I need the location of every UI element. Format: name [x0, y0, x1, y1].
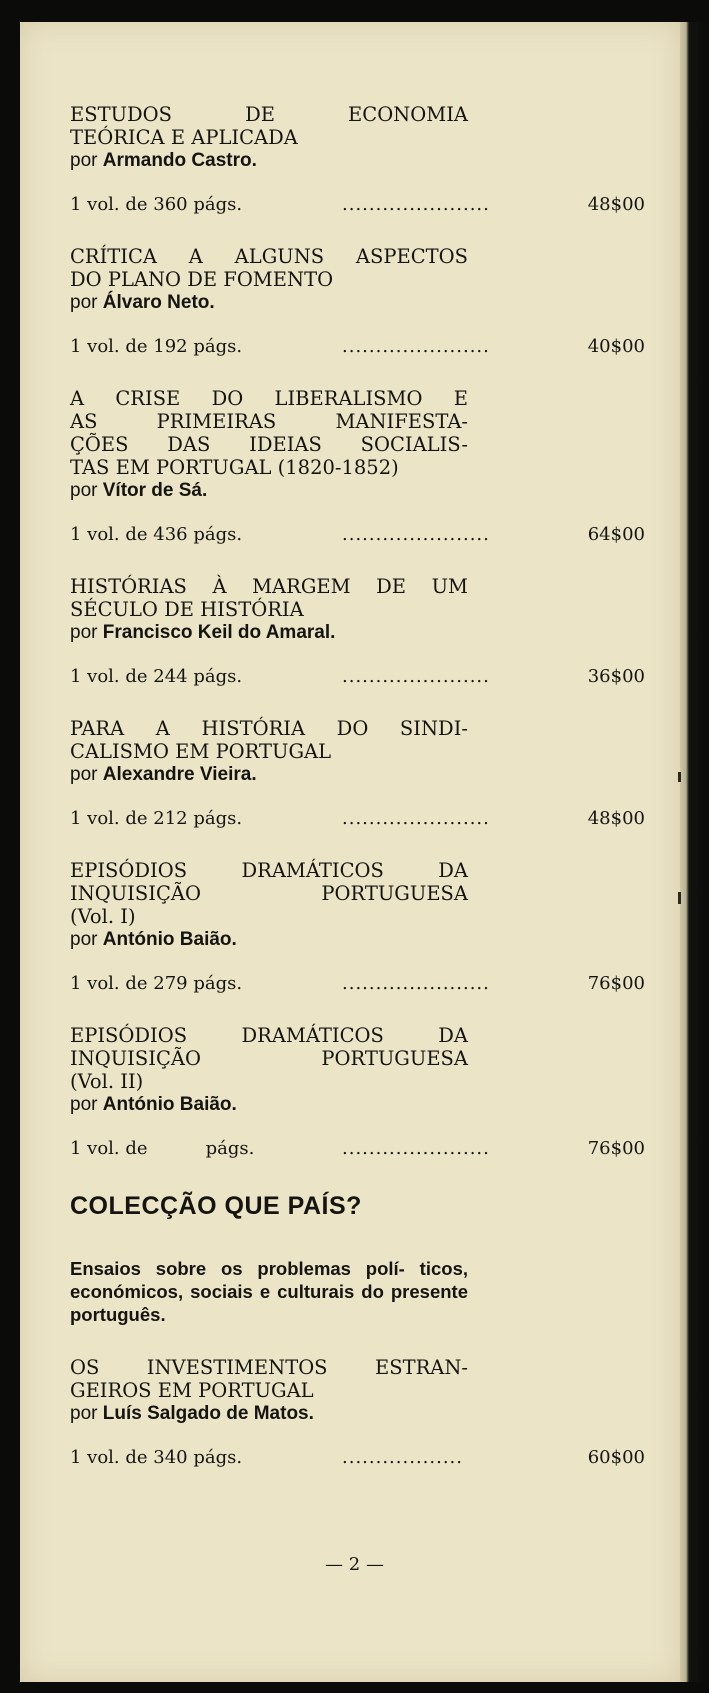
book-entry — [70, 1024, 645, 1161]
book-title-line: EPISÓDIOS DRAMÁTICOS DA — [70, 1024, 468, 1047]
paper-speck — [678, 772, 681, 782]
volume-price-line — [70, 523, 645, 547]
book-title-line: TEÓRICA E APLICADA — [70, 126, 298, 149]
leader-dots: ...................... — [342, 973, 490, 994]
book-entry — [70, 859, 645, 996]
book-title-line: ÇÕES DAS IDEIAS SOCIALIS- — [70, 433, 468, 456]
book-author — [70, 291, 468, 315]
volume-price-line — [70, 1446, 645, 1470]
volume-price-line — [70, 1137, 645, 1161]
leader-dots: .................. — [342, 1447, 463, 1468]
volume-info: 1 vol. de 279 págs. — [70, 973, 243, 994]
book-title-line: GEIROS EM PORTUGAL — [70, 1379, 314, 1402]
volume-info: 1 vol. de 192 págs. — [70, 336, 243, 357]
book-price: 60$00 — [587, 1447, 645, 1468]
volume-price-line — [70, 335, 645, 359]
book-title-line: DO PLANO DE FOMENTO — [70, 268, 334, 291]
author-name: António Baião. — [102, 1094, 237, 1115]
book-title-line: CALISMO EM PORTUGAL — [70, 740, 332, 763]
author-prefix: por — [70, 480, 98, 501]
book-entry — [70, 103, 645, 217]
page-fold-edge — [680, 22, 709, 1682]
book-entry — [70, 1356, 645, 1470]
book-price: 64$00 — [587, 524, 645, 545]
book-author — [70, 149, 468, 173]
book-price: 76$00 — [587, 1138, 645, 1159]
volume-info — [70, 1137, 254, 1161]
book-author — [70, 621, 468, 645]
leader-dots: ...................... — [342, 524, 490, 545]
book-title-line: ESTUDOS DE ECONOMIA — [70, 103, 468, 126]
book-price: 36$00 — [587, 666, 645, 687]
book-title-line: INQUISIÇÃO PORTUGUESA — [70, 1047, 468, 1070]
volume-price-line — [70, 665, 645, 689]
volume-info: 1 vol. de 244 págs. — [70, 666, 243, 687]
volume-price-line — [70, 807, 645, 831]
volume-price-line — [70, 193, 645, 217]
leader-dots: ...................... — [342, 666, 490, 687]
author-name: Armando Castro. — [102, 150, 257, 171]
author-prefix: por — [70, 292, 98, 313]
author-name: Luís Salgado de Matos. — [102, 1403, 314, 1424]
author-name: António Baião. — [102, 929, 237, 950]
book-title-line: OS INVESTIMENTOS ESTRAN- — [70, 1356, 468, 1379]
book-title-line: SÉCULO DE HISTÓRIA — [70, 598, 304, 621]
book-author — [70, 928, 468, 952]
leader-dots: ...................... — [342, 808, 490, 829]
author-name: Francisco Keil do Amaral. — [102, 622, 336, 643]
book-title-line: (Vol. I) — [70, 905, 136, 928]
book-title-line: INQUISIÇÃO PORTUGUESA — [70, 882, 468, 905]
volume-info: 1 vol. de 212 págs. — [70, 808, 243, 829]
book-price: 48$00 — [587, 194, 645, 215]
book-author — [70, 763, 468, 787]
author-prefix: por — [70, 1094, 98, 1115]
leader-dots: ...................... — [342, 194, 490, 215]
author-prefix: por — [70, 929, 98, 950]
book-title-line: PARA A HISTÓRIA DO SINDI- — [70, 717, 468, 740]
book-entry — [70, 245, 645, 359]
author-prefix: por — [70, 1403, 98, 1424]
paper-speck — [678, 892, 681, 904]
volume-price-line — [70, 972, 645, 996]
volume-info-start: 1 vol. de — [70, 1138, 148, 1159]
book-price: 48$00 — [587, 808, 645, 829]
volume-info: 1 vol. de 436 págs. — [70, 524, 243, 545]
author-name: Vítor de Sá. — [102, 480, 208, 501]
book-entry — [70, 387, 645, 547]
collection-heading: COLECÇÃO QUE PAÍS? — [70, 1192, 362, 1220]
author-name: Alexandre Vieira. — [102, 764, 257, 785]
collection-description: Ensaios sobre os problemas polí- ticos, económicos, sociais e culturais do presente português. — [70, 1258, 468, 1325]
book-entry — [70, 575, 645, 689]
book-author — [70, 479, 468, 503]
volume-info-end: págs. — [205, 1138, 255, 1159]
book-title-line: CRÍTICA A ALGUNS ASPECTOS — [70, 245, 468, 268]
book-list — [70, 103, 645, 1498]
leader-dots: ...................... — [342, 1138, 490, 1159]
book-title-line: AS PRIMEIRAS MANIFESTA- — [70, 410, 468, 433]
book-title-line: TAS EM PORTUGAL (1820-1852) — [70, 456, 399, 479]
book-title-line: (Vol. II) — [70, 1070, 144, 1093]
author-name: Álvaro Neto. — [102, 292, 215, 313]
book-title-line: EPISÓDIOS DRAMÁTICOS DA — [70, 859, 468, 882]
volume-info: 1 vol. de 360 págs. — [70, 194, 243, 215]
leader-dots: ...................... — [342, 336, 490, 357]
author-prefix: por — [70, 764, 98, 785]
page-number: — 2 — — [325, 1554, 384, 1575]
book-author — [70, 1402, 468, 1426]
volume-info: 1 vol. de 340 págs. — [70, 1447, 243, 1468]
author-prefix: por — [70, 622, 98, 643]
author-prefix: por — [70, 150, 98, 171]
book-title-line: HISTÓRIAS À MARGEM DE UM — [70, 575, 468, 598]
book-price: 40$00 — [587, 336, 645, 357]
book-entry — [70, 717, 645, 831]
book-title-line: A CRISE DO LIBERALISMO E — [70, 387, 468, 410]
book-price: 76$00 — [587, 973, 645, 994]
book-author — [70, 1093, 468, 1117]
